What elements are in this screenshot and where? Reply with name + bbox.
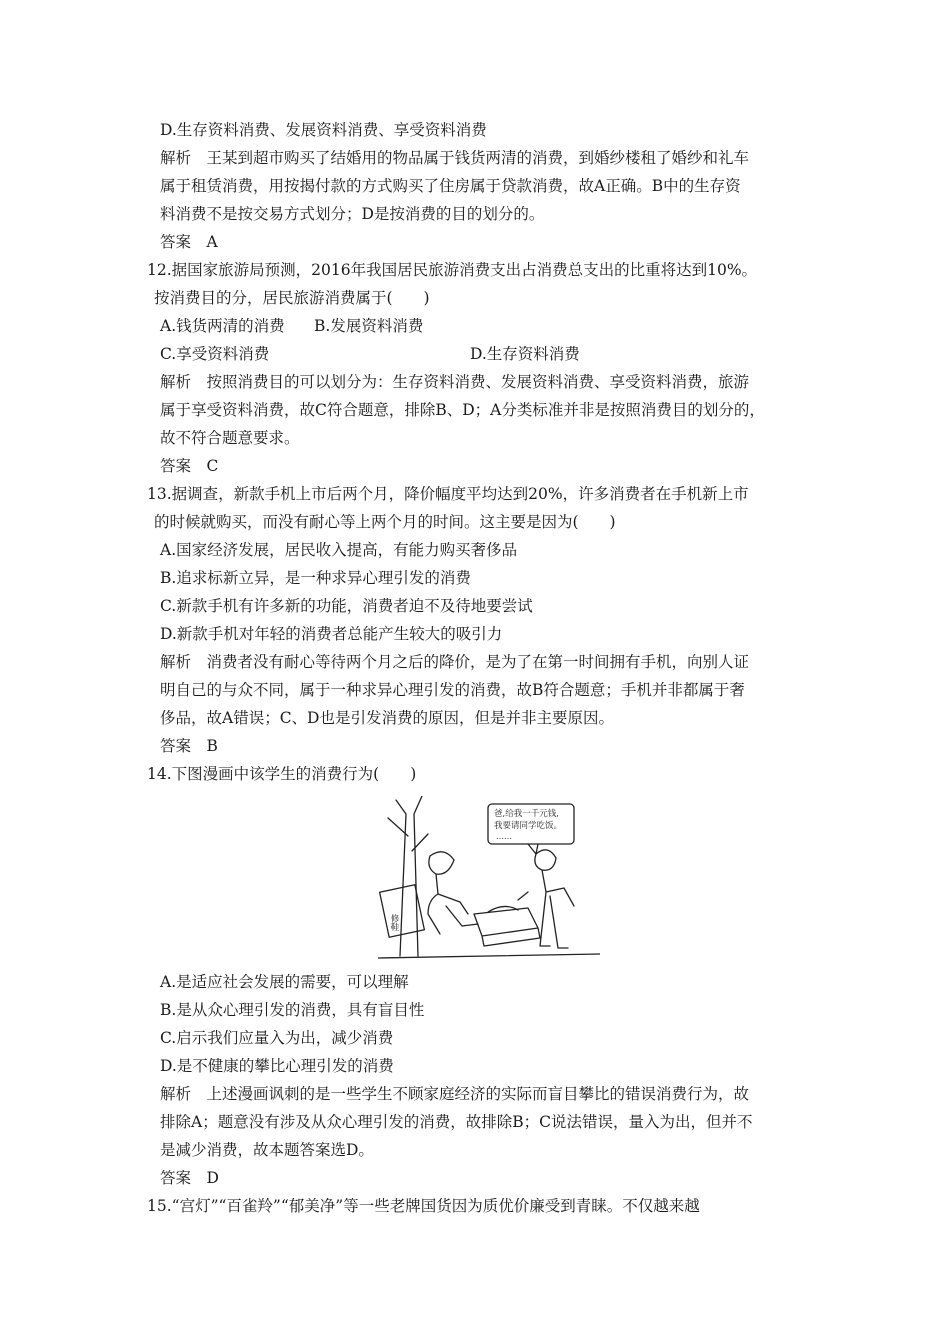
q11-analysis-line-2: 属于租赁消费，用按揭付款的方式购买了住房属于贷款消费，故A正确。B中的生存资 (160, 177, 741, 195)
q14-option-c: C.启示我们应量入为出，减少消费 (160, 1029, 394, 1047)
q11-analysis-line-3: 料消费不是按交易方式划分；D是按消费的目的划分的。 (160, 205, 545, 223)
toolbox (474, 906, 540, 946)
q12-analysis-line-3: 故不符合题意要求。 (160, 429, 300, 447)
speech-pointer (528, 844, 538, 854)
q14-cartoon (378, 796, 600, 962)
q15-stem-line-1: 15.“宫灯”“百雀羚”“郁美净”等一些老牌国货因为质优价廉受到青睐。不仅越来越 (147, 1197, 700, 1215)
speech-line-3: …… (496, 832, 512, 841)
q13-option-d: D.新款手机对年轻的消费者总能产生较大的吸引力 (160, 625, 503, 643)
q12-option-a: A.钱货两清的消费 (160, 317, 285, 335)
q13-stem-line-2: 的时候就购买，而没有耐心等上两个月的时间。这主要是因为( ) (154, 513, 616, 531)
q12-analysis-line-1: 解析 按照消费目的可以划分为：生存资料消费、发展资料消费、享受资料消费，旅游 (160, 373, 750, 391)
speech-line-2: 我要请同学吃饭。 (494, 821, 563, 831)
speech-line-1: 爸,给我一千元钱, (494, 809, 559, 819)
q13-analysis-line-2: 明自己的与众不同，属于一种求异心理引发的消费，故B符合题意；手机并非都属于奢 (160, 681, 745, 699)
q14-option-d: D.是不健康的攀比心理引发的消费 (160, 1057, 394, 1075)
q13-option-b: B.追求标新立异，是一种求异心理引发的消费 (160, 569, 471, 587)
q14-analysis-line-3: 是减少消费，故本题答案选D。 (160, 1141, 374, 1159)
q11-option-d: D.生存资料消费、发展资料消费、享受资料消费 (160, 121, 487, 139)
q12-stem-line-2: 按消费目的分，居民旅游消费属于( ) (154, 289, 430, 307)
q13-analysis-line-1: 解析 消费者没有耐心等待两个月之后的降价，是为了在第一时间拥有手机，向别人证 (160, 653, 750, 671)
ground (378, 954, 600, 958)
sign-text: 修鞋 (389, 914, 399, 931)
q12-option-d: D.生存资料消费 (470, 345, 580, 363)
q12-answer: 答案 C (160, 457, 219, 475)
tree-trunk (388, 796, 428, 956)
q12-stem-line-1: 12.据国家旅游局预测，2016年我国居民旅游消费支出占消费总支出的比重将达到10%。 (147, 261, 758, 279)
q13-option-c: C.新款手机有许多新的功能，消费者迫不及待地要尝试 (160, 597, 533, 615)
q14-stem: 14.下图漫画中该学生的消费行为( ) (147, 765, 417, 783)
q13-answer: 答案 B (160, 737, 218, 755)
q13-stem-line-1: 13.据调查，新款手机上市后两个月，降价幅度平均达到20%，许多消费者在手机新上市 (147, 485, 749, 503)
q11-analysis-line-1: 解析 王某到超市购买了结婚用的物品属于钱货两清的消费，到婚纱楼租了婚纱和礼车 (160, 149, 750, 167)
seated-figure (428, 852, 478, 934)
q14-answer: 答案 D (160, 1169, 219, 1187)
q12-option-c: C.享受资料消费 (160, 345, 270, 363)
q11-answer: 答案 A (160, 233, 218, 251)
q14-analysis-line-1: 解析 上述漫画讽刺的是一些学生不顾家庭经济的实际而盲目攀比的错误消费行为，故 (160, 1085, 750, 1103)
standing-student (518, 850, 574, 948)
q14-option-b: B.是从众心理引发的消费，具有盲目性 (160, 1001, 425, 1019)
q14-option-a: A.是适应社会发展的需要，可以理解 (160, 973, 409, 991)
q12-option-b: B.发展资料消费 (314, 317, 424, 335)
q14-analysis-line-2: 排除A；题意没有涉及从众心理引发的消费，故排除B；C说法错误，量入为出，但并不 (160, 1113, 753, 1131)
q12-analysis-line-2: 属于享受资料消费，故C符合题意，排除B、D；A分类标准并非是按照消费目的划分的， (160, 401, 765, 419)
q13-analysis-line-3: 侈品，故A错误；C、D也是引发消费的原因，但是并非主要原因。 (160, 709, 614, 727)
q13-option-a: A.国家经济发展，居民收入提高，有能力购买奢侈品 (160, 541, 518, 559)
